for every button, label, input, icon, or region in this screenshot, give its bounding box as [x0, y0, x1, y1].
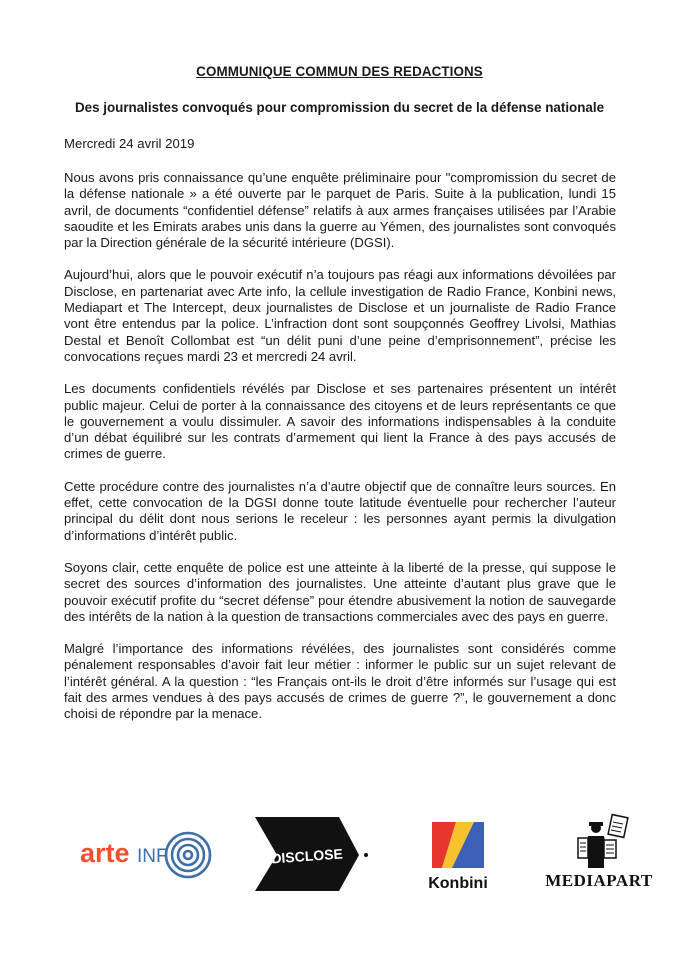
disclose-logo [247, 815, 372, 895]
konbini-logo-text: Konbini [428, 875, 488, 892]
paragraph: Malgré l’importance des informations révélées, des journalistes sont considérés comme pénalement responsables d’avoir fait leur métier : informer le public sur un sujet relevant de l’intérêt général. A la question : “les Français ont-ils le droit d’être informés sur l’usage qui est fait des armes vendues à des pays accusés de crimes de guerre ?”, le gouvernement a donc choisi de répondre par la menace. [64, 641, 616, 722]
konbini-logo [418, 818, 498, 896]
paragraph: Aujourd’hui, alors que le pouvoir exécutif n’a toujours pas réagi aux informations dévoilées par Disclose, en partenariat avec Arte info, la cellule investigation de Radio France, Konbini news, Mediapart et The Intercept, deux journalistes de Disclose et un journaliste de Radio France vont être entendus par la police. L’infraction dont sont soupçonnés Geoffrey Livolsi, Mathias Destal et Benoît Collombat est “un délit puni d’une peine d’emprisonnement”, précise les convocations reçues mardi 23 et mercredi 24 avril. [64, 267, 616, 364]
document-subtitle: Des journalistes convoqués pour compromission du secret de la défense nationale [74, 100, 605, 115]
info-logo-text: INF [137, 846, 168, 867]
konbini-stripes-icon [432, 822, 484, 868]
disclose-logo-text: DISCLOSE [270, 845, 344, 867]
newspaper-crier-icon [578, 815, 628, 868]
paragraph: Les documents confidentiels révélés par Disclose et ses partenaires présentent un intérêt public majeur. Celui de porter à la connaissance des citoyens et de leurs représentants ce que le gouvernement a voulu dissimuler. A savoir des informations indispensables à la conduite d’un débat équilibré sur les contrats d’armement qui lient la France à des pays accusés de crimes de guerre. [64, 381, 616, 462]
paragraph: Cette procédure contre des journalistes n’a d’autre objectif que de connaître leurs sources. En effet, cette convocation de la DGSI donne toute latitude éventuelle pour rechercher l’auteur principal du délit dont nous serions le receleur : les personnes ayant permis la divulgation d’informations d’intérêt public. [64, 478, 616, 543]
arte-info-logo [80, 830, 215, 880]
document-body [64, 170, 616, 739]
paragraph: Soyons clair, cette enquête de police est une atteinte à la liberté de la presse, qui suppose le secret des sources d’information des journalistes. Une atteinte d’autant plus grave que le pouvoir exécutif profite du “secret défense” pour étendre abusivement la notion de sauvegarde des intérêts de la nation à la question de transactions commerciales avec des pays en guerre. [64, 559, 616, 624]
document-date: Mercredi 24 avril 2019 [64, 136, 195, 151]
document-title: COMMUNIQUE COMMUN DES REDACTIONS [196, 64, 483, 79]
partner-logos [0, 810, 679, 900]
dot-icon [364, 853, 368, 857]
target-rings-icon [166, 833, 210, 877]
mediapart-logo-text: MEDIAPART [545, 871, 653, 890]
arte-logo-text: arte [80, 838, 130, 868]
mediapart-logo [538, 810, 660, 892]
paragraph: Nous avons pris connaissance qu’une enquête préliminaire pour "compromission du secret de la défense nationale » a été ouverte par le parquet de Paris. Suite à la publication, lundi 15 avril, de documents “confidentiel défense” relatifs à aux armes françaises utilisées par l’Arabie saoudite et les Emirats arabes unis dans la guerre au Yémen, des journalistes sont convoqués par la Direction générale de la sécurité intérieure (DGSI). [64, 170, 616, 251]
